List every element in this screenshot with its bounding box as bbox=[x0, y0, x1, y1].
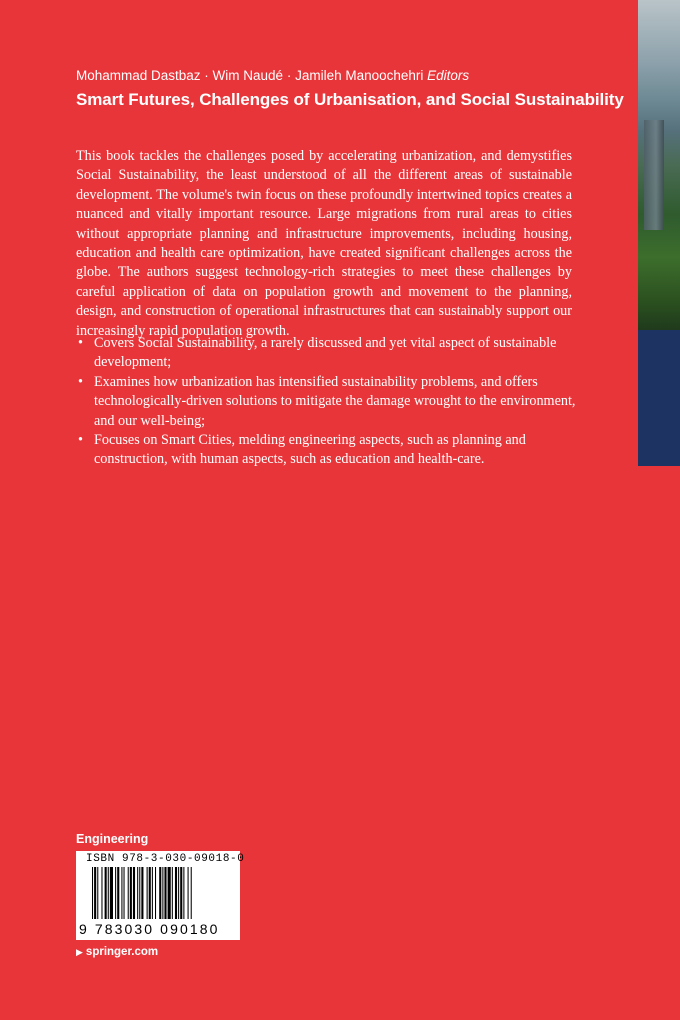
barcode-bar bbox=[172, 867, 173, 919]
feature-item bbox=[76, 431, 576, 470]
bullet-icon: • bbox=[78, 335, 83, 351]
barcode-bar bbox=[117, 867, 119, 919]
barcode-bar bbox=[124, 867, 125, 919]
isbn-number: ISBN 978-3-030-09018-0 bbox=[86, 853, 245, 865]
barcode-bar bbox=[110, 867, 113, 919]
isbn-barcode bbox=[76, 851, 245, 940]
barcode-bar bbox=[152, 867, 153, 919]
barcode-bar bbox=[168, 867, 171, 919]
publisher-link[interactable] bbox=[76, 946, 158, 958]
feature-text: Focuses on Smart Cities, melding engineering aspects, such as planning and construction, with human aspects, such as education and health-care. bbox=[94, 432, 526, 468]
barcode-bar bbox=[183, 867, 184, 919]
barcode-bar bbox=[159, 867, 161, 919]
barcode-bar bbox=[137, 867, 138, 919]
barcode-bar bbox=[94, 867, 96, 919]
publisher-url: springer.com bbox=[85, 946, 159, 958]
barcode-bar bbox=[164, 867, 166, 919]
barcode-bar bbox=[149, 867, 151, 919]
arrow-right-icon: ▶ bbox=[76, 947, 83, 957]
skyscraper-graphic bbox=[644, 120, 664, 230]
editors-label: Editors bbox=[427, 68, 470, 83]
editors-line bbox=[76, 68, 469, 83]
barcode-bar bbox=[188, 867, 189, 919]
barcode-bar bbox=[101, 867, 102, 919]
spine-color-band bbox=[638, 330, 680, 466]
cover-photo-strip bbox=[638, 0, 680, 330]
barcode-bar bbox=[92, 867, 93, 919]
barcode-bar bbox=[105, 867, 107, 919]
barcode-bar bbox=[130, 867, 132, 919]
barcode-bar bbox=[139, 867, 140, 919]
barcode-bar bbox=[191, 867, 192, 919]
subject-category: Engineering bbox=[76, 832, 149, 846]
barcode-bar bbox=[121, 867, 122, 919]
barcode-bar bbox=[178, 867, 179, 919]
barcode-bar bbox=[147, 867, 148, 919]
barcode-bar bbox=[141, 867, 143, 919]
feature-text: Examines how urbanization has intensified sustainability problems, and offers technologically-driven solutions to mitigate the damage wrought to the environment, and our well-being; bbox=[94, 373, 576, 429]
ean-digits: 9 783030 090180 bbox=[79, 921, 220, 937]
barcode-bar bbox=[128, 867, 129, 919]
feature-text: Covers Social Sustainability, a rarely discussed and yet vital aspect of sustainable development; bbox=[94, 335, 557, 371]
barcode-bar bbox=[108, 867, 109, 919]
barcode-bar bbox=[175, 867, 177, 919]
book-description: This book tackles the challenges posed by accelerating urbanization, and demystifies Social Sustainability, the least understood of all the different areas of sustainable development. The volume's twin focus on these profoundly intertwined topics creates a nuanced and vitally important resource. Large migrations from rural areas to cities without appropriate planning and infrastructure improvements, including housing, education and health care optimization, have created significant challenges across the globe. The authors suggest technology-rich strategies to meet these challenges by careful application of data on population growth and movement to the planning, design, and construction of operational infrastructures that can sustainably support our increasingly rapid population growth. bbox=[76, 148, 572, 339]
feature-item bbox=[76, 373, 576, 431]
bullet-icon: • bbox=[78, 373, 83, 390]
barcode-bar bbox=[97, 867, 98, 919]
book-title: Smart Futures, Challenges of Urbanisation, and Social Sustainability bbox=[76, 90, 624, 109]
barcode-bar bbox=[133, 867, 135, 919]
barcode-bar bbox=[180, 867, 182, 919]
bullet-icon: • bbox=[78, 432, 83, 449]
barcode-bar bbox=[115, 867, 116, 919]
barcode-bar bbox=[162, 867, 163, 919]
feature-item bbox=[76, 334, 576, 373]
author-names: Mohammad Dastbaz · Wim Naudé · Jamileh Manoochehri bbox=[76, 68, 424, 83]
feature-list bbox=[76, 334, 576, 470]
barcode-bar bbox=[155, 867, 156, 919]
